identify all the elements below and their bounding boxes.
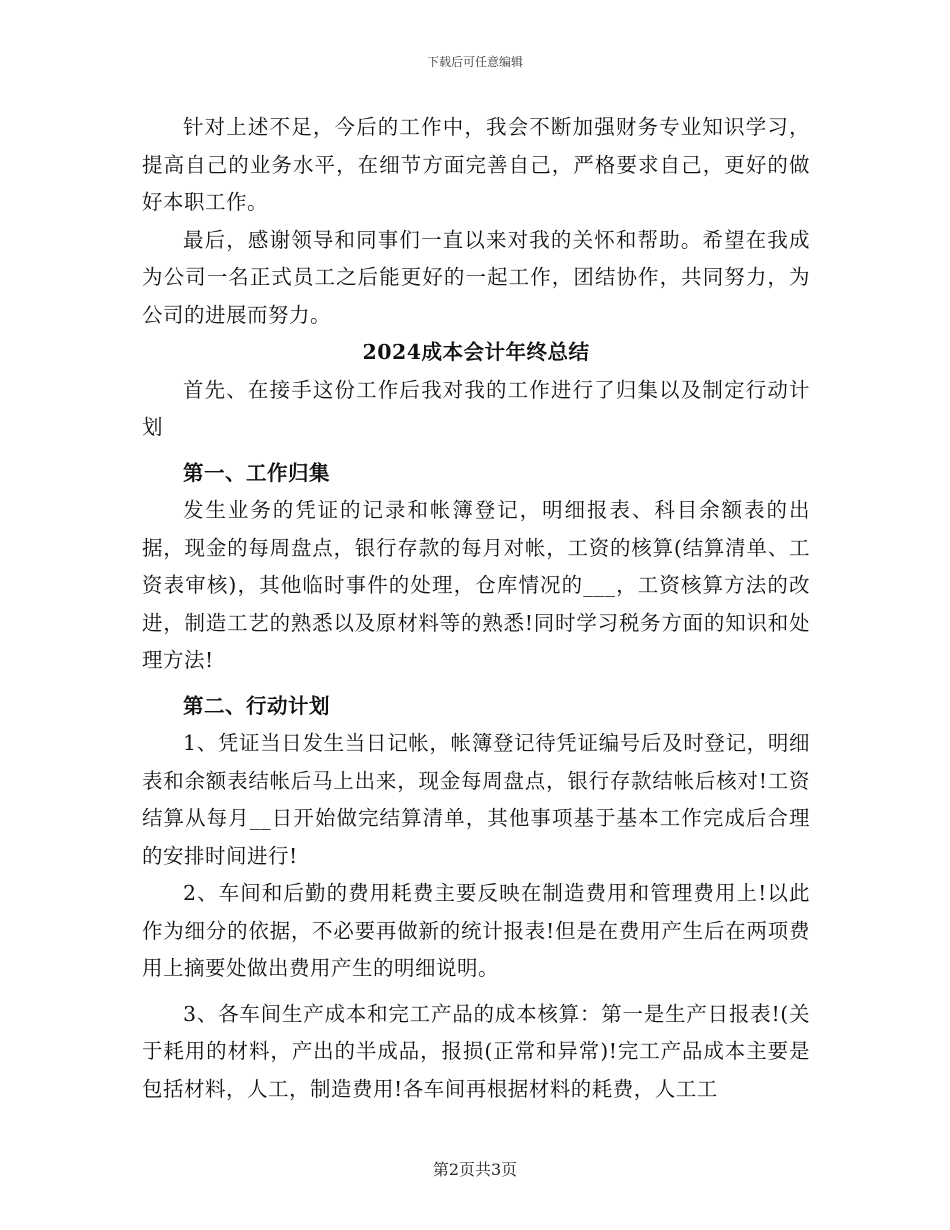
section-title: 2024成本会计年终总结: [362, 340, 590, 364]
document-body: [142, 109, 810, 1108]
page-indicator: 第2页共3页: [432, 1160, 518, 1179]
paragraph-work-summary: 发生业务的凭证的记录和帐簿登记，明细报表、科目余额表的出据，现金的每周盘点，银行存款的每月对帐，工资的核算(结算清单、工资表审核)，其他临时事件的处理，仓库情况的___，工资核算方法的改进，制造工艺的熟悉以及原材料等的熟悉!同时学习税务方面的知识和处理方法!: [142, 498, 810, 672]
spacer: [142, 680, 810, 688]
paragraph-action-1: 1、凭证当日发生当日记帐，帐簿登记待凭证编号后及时登记，明细表和余额表结帐后马上出来，现金每周盘点，银行存款结帐后核对!工资结算从每月__日开始做完结算清单，其他事项基于基本工作完成后合理的安排时间进行!: [142, 731, 810, 868]
heading-action-plan: 第二、行动计划: [183, 693, 330, 718]
paragraph-action-2: 2、车间和后勤的费用耗费主要反映在制造费用和管理费用上!以此作为细分的依据，不必要再做新的统计报表!但是在费用产生后在两项费用上摘要处做出费用产生的明细说明。: [142, 881, 810, 980]
paragraph-intro: 首先、在接手这份工作后我对我的工作进行了归集以及制定行动计划: [142, 377, 810, 439]
paragraph-action-3: 3、各车间生产成本和完工产品的成本核算：第一是生产日报表!(关于耗用的材料，产出的半成品，报损(正常和异常)!完工产品成本主要是包括材料，人工，制造费用!各车间再根据材料的耗费，人工工: [142, 1001, 810, 1101]
paragraph-thanks: 最后，感谢领导和同事们一直以来对我的关怀和帮助。希望在我成为公司一名正式员工之后能更好的一起工作，团结协作，共同努力，为公司的进展而努力。: [142, 227, 810, 327]
heading-work-summary: 第一、工作归集: [183, 460, 330, 485]
paragraph-improvement: 针对上述不足，今后的工作中，我会不断加强财务专业知识学习，提高自己的业务水平，在细节方面完善自己，严格要求自己，更好的做好本职工作。: [142, 115, 810, 214]
spacer: [142, 447, 810, 455]
header-note: 下载后可任意编辑: [426, 55, 523, 69]
spacer: [142, 988, 810, 996]
